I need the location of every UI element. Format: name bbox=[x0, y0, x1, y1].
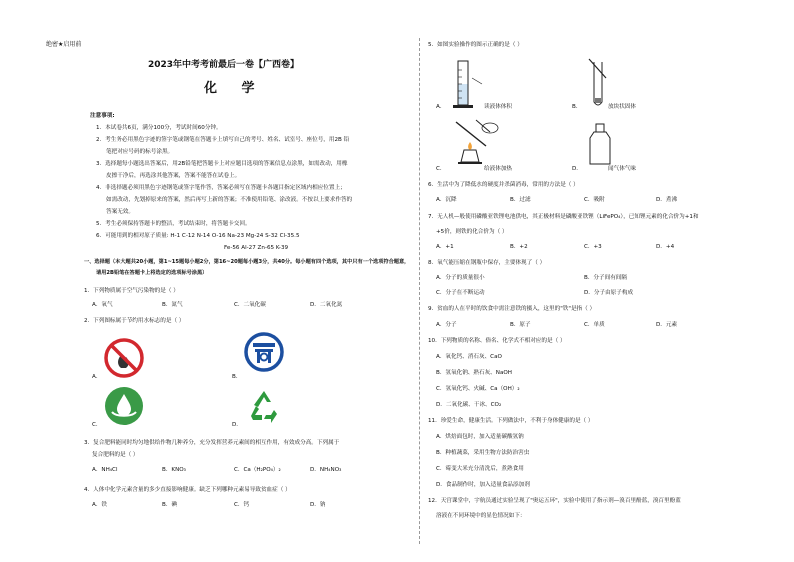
option: A．+1 bbox=[436, 244, 454, 250]
note-line: 5．考生必须保持答题卡的整洁，考试结束时，将答题卡交回。 bbox=[96, 221, 251, 227]
option: C．单质 bbox=[584, 322, 605, 328]
test-tube-icon bbox=[586, 58, 610, 110]
option: C．Ca（H₂PO₄）₂ bbox=[234, 467, 281, 473]
option: A．氧气 bbox=[92, 302, 113, 308]
question-stem: +5价，则铁的化合价为（ ） bbox=[436, 229, 508, 235]
option: D． bbox=[232, 422, 242, 428]
transport-sign-icon bbox=[244, 332, 284, 372]
option: C．氢氧化钙、火碱、Ca（OH）₂ bbox=[436, 386, 520, 392]
option: B．氢氧化钠、熟石灰、NaOH bbox=[436, 370, 512, 376]
option: D． bbox=[572, 166, 582, 172]
option: C．霉变大米充分清洗后，煮熟食用 bbox=[436, 466, 524, 472]
question-stem: 9．贫血的人在平时的饮食中需注意铁的摄入，这里的"铁"是指（ ） bbox=[428, 306, 596, 312]
option-caption: 读液体体积 bbox=[484, 104, 512, 110]
option: A． bbox=[436, 104, 446, 110]
option: B．分子间有间隔 bbox=[584, 275, 627, 281]
option: D．+4 bbox=[656, 244, 675, 250]
option: A．分子 bbox=[436, 322, 457, 328]
section-instruction: 一、选择题（本大题共20小题，第1~15题每小题2分，第16~20题每小题3分，共40分。每小题有四个选项，其中只有一个选项符合题意， bbox=[84, 259, 410, 265]
option: C．+3 bbox=[584, 244, 602, 250]
option: D．分子由原子构成 bbox=[584, 290, 634, 296]
option-caption: 放块状固体 bbox=[608, 104, 636, 110]
option: B． bbox=[572, 104, 582, 110]
right-column bbox=[420, 0, 794, 562]
no-fire-icon bbox=[104, 338, 144, 378]
option-caption: 给液体加热 bbox=[484, 166, 512, 172]
section-instruction: 请用2B铅笔在答题卡上将选定的选项标号涂黑） bbox=[96, 270, 208, 276]
option: C． bbox=[436, 166, 446, 172]
note-line: 皮擦干净后，再选涂其他答案，答案不能答在试卷上。 bbox=[106, 173, 241, 179]
option: C． bbox=[92, 422, 102, 428]
question-stem: 3．复合肥料能同时均匀地供给作物几种养分，充分发挥营养元素间的相互作用，有效成分高。下列属于 bbox=[84, 440, 340, 446]
water-saving-icon bbox=[104, 386, 144, 426]
option-caption: 闻气体气味 bbox=[608, 166, 636, 172]
option: B．原子 bbox=[510, 322, 531, 328]
question-stem: 11．珍爱生命，健康生活。下列做法中，不利于身体健康的是（ ） bbox=[428, 418, 594, 424]
question-stem: 2．下列图标属于节约用水标志的是（ ） bbox=[84, 318, 185, 324]
option: B．种植蔬菜，采用生物方法防治害虫 bbox=[436, 450, 530, 456]
question-stem: 8．氧气能压缩在钢瓶中保存，主要体现了（ ） bbox=[428, 260, 546, 266]
question-stem: 7．无人机—般使用磷酸亚铁锂电池供电，其正极材料是磷酸亚铁锂（LiFePO₄），已知锂元素的化合价为+1和 bbox=[428, 214, 699, 220]
option: B．碘 bbox=[162, 502, 178, 508]
option: A．NH₄Cl bbox=[92, 467, 118, 473]
page-title: 2023年中考考前最后一卷【广西卷】 bbox=[148, 60, 300, 70]
note-line: 2．考生务必用黑色字迹的签字笔或钢笔在答题卡上填写自己的考号、姓名、试室号、座位号，用2B 铅 bbox=[96, 137, 350, 143]
question-stem: 5．如图实验操作的图示正确的是（ ） bbox=[428, 42, 523, 48]
note-line: 1．本试卷共6页，满分100分，考试时间60分钟。 bbox=[96, 125, 222, 131]
option: D．元素 bbox=[656, 322, 678, 328]
question-stem: 12．天宫课堂中，宇航员通过实验呈现了"奥运五环"，实验中使用了指示剂—溴百里酚蓝，溴百里酚蓝 bbox=[428, 498, 681, 504]
confidential-label: 绝密★启用前 bbox=[46, 41, 82, 48]
option: D．煮沸 bbox=[656, 197, 678, 203]
note-line: 答案无效。 bbox=[106, 209, 134, 215]
option: A．氧化钙、消石灰、CaO bbox=[436, 354, 502, 360]
option: D．食品制作时，加入适量食品添加剂 bbox=[436, 482, 530, 488]
option: A．铁 bbox=[92, 502, 108, 508]
option: B．+2 bbox=[510, 244, 528, 250]
note-line: 笔把对应号码的标号涂黑。 bbox=[106, 149, 174, 155]
option: A．分子的质量很小 bbox=[436, 275, 485, 281]
note-line: 4．非选择题必须用黑色字迹钢笔或签字笔作答，答案必须写在答题卡各题目指定区域内相应位置上； bbox=[96, 185, 346, 191]
option: D．二氧化碳、干冰、CO₂ bbox=[436, 402, 502, 408]
option: C．分子在不断运动 bbox=[436, 290, 485, 296]
option: C．二氧化碳 bbox=[234, 302, 266, 308]
option: A．烘焙面包时，加入适量碳酸氢钠 bbox=[436, 434, 524, 440]
question-stem: 6．生活中为了降低水的硬度并杀菌消毒，常用的方法是（ ） bbox=[428, 182, 579, 188]
note-line: 如需改动，先划掉原来的答案，然后再写上新的答案；不准使用铅笔、涂改液。不按以上要求作答的 bbox=[106, 197, 353, 203]
option: B．过滤 bbox=[510, 197, 531, 203]
option: A． bbox=[92, 374, 102, 380]
option: C．吸附 bbox=[584, 197, 605, 203]
heating-liquid-icon bbox=[446, 116, 506, 168]
question-stem: 复合肥料的是（ ） bbox=[92, 452, 139, 458]
note-line: Fe-56 Al-27 Zn-65 K-39 bbox=[224, 245, 289, 251]
gas-bottle-icon bbox=[586, 122, 614, 166]
note-line: 3．选择题每小题选出答案后，用2B铅笔把答题卡上对应题目选项的答案信息点涂黑，如需改动，用橡 bbox=[96, 161, 348, 167]
question-stem: 10．下列物质的名称、俗名、化学式不相对应的是（ ） bbox=[428, 338, 566, 344]
option: B．氮气 bbox=[162, 302, 183, 308]
option: D．二氧化氮 bbox=[310, 302, 343, 308]
option: A．沉降 bbox=[436, 197, 457, 203]
question-stem: 溶液在不同环境中的显色情况如下： bbox=[436, 513, 526, 519]
recycling-icon bbox=[244, 386, 284, 426]
subject-title: 化 学 bbox=[204, 81, 265, 96]
option: D．钠 bbox=[310, 502, 326, 508]
option: B．KNO₃ bbox=[162, 467, 186, 473]
option: D．NH₄NO₃ bbox=[310, 467, 342, 473]
option: B． bbox=[232, 374, 242, 380]
notes-heading: 注意事项: bbox=[90, 113, 115, 119]
note-line: 6．可能用到的相对原子质量: H-1 C-12 N-14 O-16 Na-23 Mg-24 S-32 Cl-35.5 bbox=[96, 233, 300, 239]
graduated-cylinder-icon bbox=[448, 58, 484, 110]
question-stem: 4．人体中化学元素含量的多少直接影响健康。缺乏下列哪种元素易导致贫血症（ ） bbox=[84, 487, 291, 493]
option: C．钙 bbox=[234, 502, 250, 508]
question-stem: 1．下列物质属于空气污染物的是（ ） bbox=[84, 288, 179, 294]
